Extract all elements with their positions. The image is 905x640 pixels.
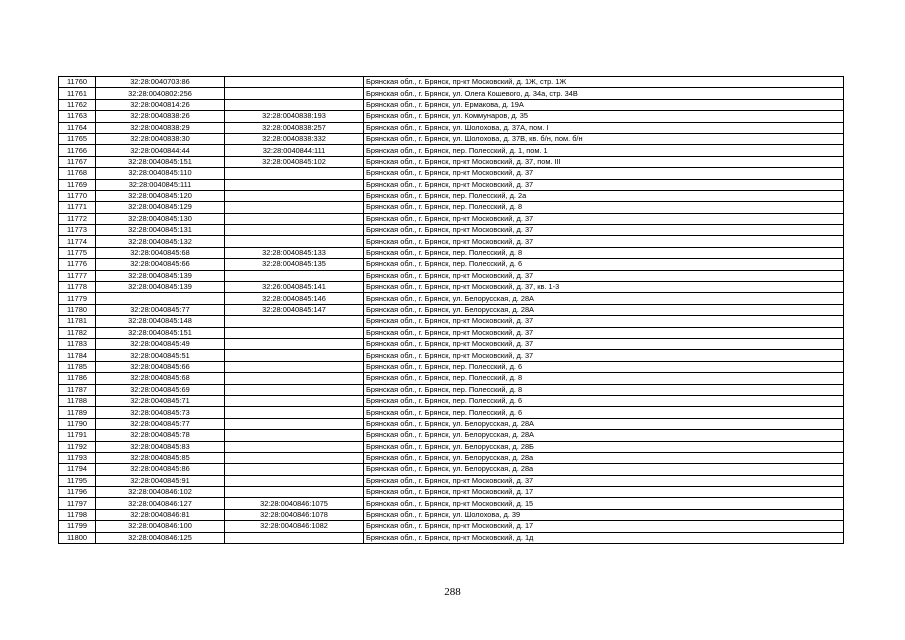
row-number-cell: 11790 xyxy=(59,418,96,429)
related-cadastral-number-cell xyxy=(225,236,364,247)
related-cadastral-number-cell: 32:28:0040845:135 xyxy=(225,259,364,270)
address-cell: Брянская обл., г. Брянск, пр-кт Московский, д. 37 xyxy=(364,225,844,236)
address-cell: Брянская обл., г. Брянск, пр-кт Московский, д. 37 xyxy=(364,327,844,338)
related-cadastral-number-cell xyxy=(225,270,364,281)
table-row xyxy=(59,213,844,224)
row-number-cell: 11796 xyxy=(59,487,96,498)
related-cadastral-number-cell: 32:28:0040846:1082 xyxy=(225,521,364,532)
row-number-cell: 11764 xyxy=(59,122,96,133)
table-row xyxy=(59,111,844,122)
related-cadastral-number-cell: 32:28:0040845:147 xyxy=(225,304,364,315)
table-row xyxy=(59,156,844,167)
related-cadastral-number-cell xyxy=(225,338,364,349)
address-cell: Брянская обл., г. Брянск, пр-кт Московский, д. 37 xyxy=(364,475,844,486)
related-cadastral-number-cell xyxy=(225,88,364,99)
related-cadastral-number-cell xyxy=(225,430,364,441)
row-number-cell: 11779 xyxy=(59,293,96,304)
related-cadastral-number-cell xyxy=(225,361,364,372)
table-row xyxy=(59,338,844,349)
table-row xyxy=(59,293,844,304)
address-cell: Брянская обл., г. Брянск, ул. Белорусская, д. 28а xyxy=(364,452,844,463)
related-cadastral-number-cell: 32:28:0040838:332 xyxy=(225,133,364,144)
cadastral-number-cell: 32:28:0040845:132 xyxy=(96,236,225,247)
address-cell: Брянская обл., г. Брянск, пр-кт Московский, д. 37 xyxy=(364,236,844,247)
table-row xyxy=(59,190,844,201)
cadastral-number-cell: 32:28:0040846:100 xyxy=(96,521,225,532)
cadastral-number-cell: 32:28:0040845:77 xyxy=(96,304,225,315)
related-cadastral-number-cell xyxy=(225,327,364,338)
address-cell: Брянская обл., г. Брянск, ул. Шолохова, д. 39 xyxy=(364,509,844,520)
related-cadastral-number-cell xyxy=(225,350,364,361)
address-cell: Брянская обл., г. Брянск, ул. Белорусская, д. 28Б xyxy=(364,441,844,452)
cadastral-number-cell: 32:28:0040845:66 xyxy=(96,361,225,372)
row-number-cell: 11761 xyxy=(59,88,96,99)
address-cell: Брянская обл., г. Брянск, пр-кт Московский, д. 37 xyxy=(364,179,844,190)
row-number-cell: 11789 xyxy=(59,407,96,418)
address-cell: Брянская обл., г. Брянск, пер. Полесский, д. 8 xyxy=(364,384,844,395)
related-cadastral-number-cell: 32:28:0040845:133 xyxy=(225,247,364,258)
row-number-cell: 11799 xyxy=(59,521,96,532)
cadastral-number-cell: 32:28:0040845:86 xyxy=(96,464,225,475)
table-row xyxy=(59,99,844,110)
table-row xyxy=(59,464,844,475)
table-body xyxy=(59,77,844,544)
row-number-cell: 11800 xyxy=(59,532,96,543)
table-row xyxy=(59,452,844,463)
address-cell: Брянская обл., г. Брянск, пр-кт Московский, д. 1Ж, стр. 1Ж xyxy=(364,77,844,88)
address-cell: Брянская обл., г. Брянск, ул. Ермакова, д. 19А xyxy=(364,99,844,110)
cadastral-number-cell: 32:28:0040845:71 xyxy=(96,395,225,406)
table-row xyxy=(59,395,844,406)
address-cell: Брянская обл., г. Брянск, пер. Полесский, д. 8 xyxy=(364,373,844,384)
related-cadastral-number-cell xyxy=(225,202,364,213)
related-cadastral-number-cell xyxy=(225,99,364,110)
related-cadastral-number-cell xyxy=(225,407,364,418)
related-cadastral-number-cell: 32:28:0040845:102 xyxy=(225,156,364,167)
address-cell: Брянская обл., г. Брянск, ул. Шолохова, д. 37А, пом. I xyxy=(364,122,844,133)
related-cadastral-number-cell xyxy=(225,190,364,201)
address-cell: Брянская обл., г. Брянск, пр-кт Московский, д. 37 xyxy=(364,316,844,327)
cadastral-number-cell: 32:28:0040845:131 xyxy=(96,225,225,236)
related-cadastral-number-cell xyxy=(225,418,364,429)
table-row xyxy=(59,77,844,88)
cadastral-number-cell: 32:28:0040845:120 xyxy=(96,190,225,201)
address-cell: Брянская обл., г. Брянск, пр-кт Московский, д. 37 xyxy=(364,213,844,224)
cadastral-number-cell: 32:28:0040838:26 xyxy=(96,111,225,122)
cadastral-number-cell: 32:28:0040838:29 xyxy=(96,122,225,133)
row-number-cell: 11774 xyxy=(59,236,96,247)
row-number-cell: 11767 xyxy=(59,156,96,167)
table-row xyxy=(59,282,844,293)
table-row xyxy=(59,179,844,190)
row-number-cell: 11792 xyxy=(59,441,96,452)
related-cadastral-number-cell: 32:26:0040845:141 xyxy=(225,282,364,293)
row-number-cell: 11773 xyxy=(59,225,96,236)
row-number-cell: 11765 xyxy=(59,133,96,144)
related-cadastral-number-cell: 32:28:0040846:1075 xyxy=(225,498,364,509)
cadastral-number-cell: 32:28:0040845:139 xyxy=(96,282,225,293)
row-number-cell: 11780 xyxy=(59,304,96,315)
row-number-cell: 11791 xyxy=(59,430,96,441)
row-number-cell: 11785 xyxy=(59,361,96,372)
table-row xyxy=(59,350,844,361)
cadastral-number-cell: 32:28:0040845:151 xyxy=(96,156,225,167)
address-cell: Брянская обл., г. Брянск, пер. Полесский, д. 6 xyxy=(364,259,844,270)
address-cell: Брянская обл., г. Брянск, пер. Полесский, д. 8 xyxy=(364,202,844,213)
address-cell: Брянская обл., г. Брянск, пр-кт Московский, д. 15 xyxy=(364,498,844,509)
row-number-cell: 11771 xyxy=(59,202,96,213)
row-number-cell: 11762 xyxy=(59,99,96,110)
table-row xyxy=(59,430,844,441)
table-row xyxy=(59,441,844,452)
related-cadastral-number-cell xyxy=(225,213,364,224)
address-cell: Брянская обл., г. Брянск, пр-кт Московский, д. 37, кв. 1-3 xyxy=(364,282,844,293)
cadastral-number-cell: 32:28:0040845:68 xyxy=(96,247,225,258)
cadastral-number-cell: 32:28:0040846:125 xyxy=(96,532,225,543)
address-cell: Брянская обл., г. Брянск, пр-кт Московский, д. 1д xyxy=(364,532,844,543)
row-number-cell: 11763 xyxy=(59,111,96,122)
table-row xyxy=(59,384,844,395)
table-row xyxy=(59,168,844,179)
table-row xyxy=(59,361,844,372)
row-number-cell: 11798 xyxy=(59,509,96,520)
table-row xyxy=(59,407,844,418)
address-cell: Брянская обл., г. Брянск, пр-кт Московский, д. 37 xyxy=(364,168,844,179)
row-number-cell: 11760 xyxy=(59,77,96,88)
cadastral-number-cell xyxy=(96,293,225,304)
address-cell: Брянская обл., г. Брянск, пер. Полесский, д. 6 xyxy=(364,361,844,372)
cadastral-number-cell: 32:28:0040846:127 xyxy=(96,498,225,509)
row-number-cell: 11776 xyxy=(59,259,96,270)
row-number-cell: 11781 xyxy=(59,316,96,327)
address-cell: Брянская обл., г. Брянск, ул. Белорусская, д. 28а xyxy=(364,464,844,475)
related-cadastral-number-cell: 32:28:0040838:257 xyxy=(225,122,364,133)
cadastral-number-cell: 32:28:0040845:83 xyxy=(96,441,225,452)
address-cell: Брянская обл., г. Брянск, пр-кт Московский, д. 17 xyxy=(364,487,844,498)
address-cell: Брянская обл., г. Брянск, ул. Белорусская, д. 28А xyxy=(364,293,844,304)
table-row xyxy=(59,304,844,315)
related-cadastral-number-cell xyxy=(225,532,364,543)
related-cadastral-number-cell: 32:28:0040845:146 xyxy=(225,293,364,304)
address-cell: Брянская обл., г. Брянск, пер. Полесский, д. 1, пом. 1 xyxy=(364,145,844,156)
table-row xyxy=(59,487,844,498)
address-cell: Брянская обл., г. Брянск, пр-кт Московский, д. 37, пом. III xyxy=(364,156,844,167)
address-cell: Брянская обл., г. Брянск, ул. Шолохова, д. 37В, кв. б/н, пом. б/н xyxy=(364,133,844,144)
cadastral-number-cell: 32:28:0040814:26 xyxy=(96,99,225,110)
cadastral-number-cell: 32:28:0040846:102 xyxy=(96,487,225,498)
row-number-cell: 11797 xyxy=(59,498,96,509)
table-row xyxy=(59,259,844,270)
cadastral-number-cell: 32:28:0040845:148 xyxy=(96,316,225,327)
related-cadastral-number-cell xyxy=(225,487,364,498)
cadastral-number-cell: 32:28:0040845:130 xyxy=(96,213,225,224)
page-number: 288 xyxy=(444,586,461,598)
cadastral-number-cell: 32:28:0040845:91 xyxy=(96,475,225,486)
row-number-cell: 11766 xyxy=(59,145,96,156)
table-row xyxy=(59,88,844,99)
table-row xyxy=(59,509,844,520)
cadastral-number-cell: 32:28:0040838:30 xyxy=(96,133,225,144)
cadastral-number-cell: 32:28:0040845:139 xyxy=(96,270,225,281)
related-cadastral-number-cell xyxy=(225,373,364,384)
table-row xyxy=(59,532,844,543)
row-number-cell: 11795 xyxy=(59,475,96,486)
table-row xyxy=(59,418,844,429)
address-cell: Брянская обл., г. Брянск, пр-кт Московский, д. 37 xyxy=(364,350,844,361)
cadastral-number-cell: 32:28:0040845:77 xyxy=(96,418,225,429)
table-row xyxy=(59,373,844,384)
row-number-cell: 11778 xyxy=(59,282,96,293)
address-cell: Брянская обл., г. Брянск, пр-кт Московский, д. 37 xyxy=(364,338,844,349)
related-cadastral-number-cell xyxy=(225,452,364,463)
cadastral-number-cell: 32:28:0040845:66 xyxy=(96,259,225,270)
table-row xyxy=(59,236,844,247)
row-number-cell: 11769 xyxy=(59,179,96,190)
related-cadastral-number-cell xyxy=(225,475,364,486)
cadastral-number-cell: 32:28:0040845:68 xyxy=(96,373,225,384)
table-row xyxy=(59,498,844,509)
related-cadastral-number-cell: 32:28:0040844:111 xyxy=(225,145,364,156)
row-number-cell: 11783 xyxy=(59,338,96,349)
row-number-cell: 11775 xyxy=(59,247,96,258)
cadastral-number-cell: 32:28:0040845:151 xyxy=(96,327,225,338)
cadastral-number-cell: 32:28:0040845:111 xyxy=(96,179,225,190)
row-number-cell: 11786 xyxy=(59,373,96,384)
address-cell: Брянская обл., г. Брянск, пр-кт Московский, д. 17 xyxy=(364,521,844,532)
table-row xyxy=(59,133,844,144)
table-row xyxy=(59,145,844,156)
row-number-cell: 11788 xyxy=(59,395,96,406)
cadastral-number-cell: 32:28:0040844:44 xyxy=(96,145,225,156)
cadastral-number-cell: 32:28:0040845:78 xyxy=(96,430,225,441)
row-number-cell: 11782 xyxy=(59,327,96,338)
row-number-cell: 11768 xyxy=(59,168,96,179)
cadastral-number-cell: 32:28:0040845:49 xyxy=(96,338,225,349)
address-cell: Брянская обл., г. Брянск, ул. Белорусская, д. 28А xyxy=(364,430,844,441)
related-cadastral-number-cell xyxy=(225,464,364,475)
row-number-cell: 11793 xyxy=(59,452,96,463)
address-cell: Брянская обл., г. Брянск, ул. Белорусская, д. 28А xyxy=(364,418,844,429)
row-number-cell: 11772 xyxy=(59,213,96,224)
table-row xyxy=(59,327,844,338)
cadastral-number-cell: 32:28:0040703:86 xyxy=(96,77,225,88)
cadastral-number-cell: 32:28:0040802:256 xyxy=(96,88,225,99)
table-row xyxy=(59,225,844,236)
related-cadastral-number-cell xyxy=(225,441,364,452)
related-cadastral-number-cell: 32:28:0040846:1078 xyxy=(225,509,364,520)
cadastral-number-cell: 32:28:0040846:81 xyxy=(96,509,225,520)
table-row xyxy=(59,202,844,213)
related-cadastral-number-cell xyxy=(225,316,364,327)
related-cadastral-number-cell xyxy=(225,384,364,395)
row-number-cell: 11787 xyxy=(59,384,96,395)
address-cell: Брянская обл., г. Брянск, ул. Олега Кошевого, д. 34а, стр. 34В xyxy=(364,88,844,99)
cadastral-number-cell: 32:28:0040845:129 xyxy=(96,202,225,213)
address-cell: Брянская обл., г. Брянск, пер. Полесский, д. 6 xyxy=(364,395,844,406)
address-cell: Брянская обл., г. Брянск, ул. Белорусская, д. 28А xyxy=(364,304,844,315)
address-cell: Брянская обл., г. Брянск, пер. Полесский, д. 6 xyxy=(364,407,844,418)
table-row xyxy=(59,122,844,133)
related-cadastral-number-cell xyxy=(225,168,364,179)
address-cell: Брянская обл., г. Брянск, пер. Полесский, д. 8 xyxy=(364,247,844,258)
cadastral-number-cell: 32:28:0040845:110 xyxy=(96,168,225,179)
address-cell: Брянская обл., г. Брянск, пер. Полесский, д. 2а xyxy=(364,190,844,201)
table-row xyxy=(59,521,844,532)
row-number-cell: 11794 xyxy=(59,464,96,475)
related-cadastral-number-cell: 32:28:0040838:193 xyxy=(225,111,364,122)
cadastral-number-cell: 32:28:0040845:51 xyxy=(96,350,225,361)
row-number-cell: 11770 xyxy=(59,190,96,201)
cadastral-number-cell: 32:28:0040845:73 xyxy=(96,407,225,418)
table-row xyxy=(59,247,844,258)
related-cadastral-number-cell xyxy=(225,77,364,88)
related-cadastral-number-cell xyxy=(225,179,364,190)
row-number-cell: 11784 xyxy=(59,350,96,361)
row-number-cell: 11777 xyxy=(59,270,96,281)
address-cell: Брянская обл., г. Брянск, ул. Коммунаров, д. 35 xyxy=(364,111,844,122)
address-cell: Брянская обл., г. Брянск, пр-кт Московский, д. 37 xyxy=(364,270,844,281)
related-cadastral-number-cell xyxy=(225,395,364,406)
table-row xyxy=(59,475,844,486)
table-row xyxy=(59,270,844,281)
table-row xyxy=(59,316,844,327)
cadastral-table xyxy=(58,76,844,544)
cadastral-number-cell: 32:28:0040845:85 xyxy=(96,452,225,463)
related-cadastral-number-cell xyxy=(225,225,364,236)
cadastral-number-cell: 32:28:0040845:69 xyxy=(96,384,225,395)
